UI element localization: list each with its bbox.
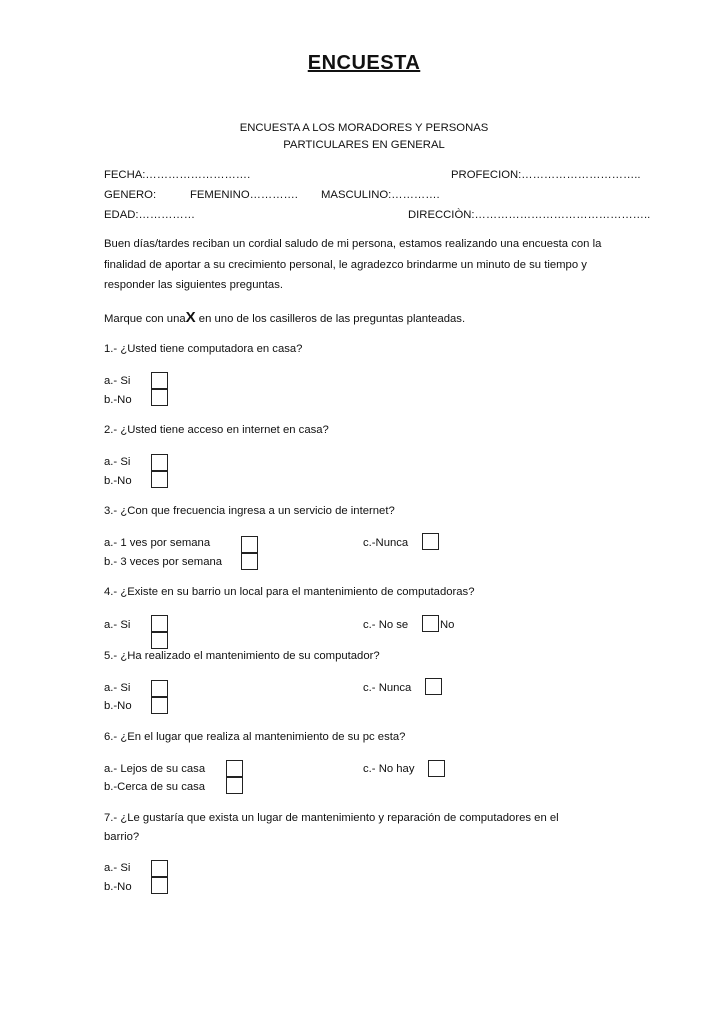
question-5: 5.- ¿Ha realizado el mantenimiento de su computador? <box>104 650 380 662</box>
q1-checkbox-a[interactable] <box>151 372 168 389</box>
question-7-line-1: 7.- ¿Le gustaría que exista un lugar de mantenimiento y reparación de computadores en el <box>104 812 559 824</box>
q5-checkbox-c[interactable] <box>425 678 442 695</box>
question-3: 3.- ¿Con que frecuencia ingresa a un servicio de internet? <box>104 505 395 517</box>
intro-paragraph: Buen días/tardes reciban un cordial saludo de mi persona, estamos realizando una encuesta con la finalidad de aportar a su crecimiento personal, le agradezco brindarme un minuto de su tiempo y responder las siguientes preguntas. <box>104 238 602 291</box>
instruction-x-mark: X <box>185 309 196 326</box>
q4-checkbox-b[interactable] <box>151 632 168 649</box>
page-title: ENCUESTA <box>307 52 421 74</box>
instruction-before: Marque con una <box>104 313 186 325</box>
q3-option-c: c.-Nunca <box>363 537 409 549</box>
q5-option-b: b.-No <box>104 700 132 712</box>
instruction-after: en uno de los casilleros de las preguntas planteadas. <box>195 313 466 325</box>
question-6: 6.- ¿En el lugar que realiza al mantenimiento de su pc esta? <box>104 731 406 743</box>
q7-checkbox-b[interactable] <box>151 877 168 894</box>
q6-checkbox-b[interactable] <box>226 777 243 794</box>
subtitle-line-2: PARTICULARES EN GENERAL <box>283 139 445 151</box>
q6-option-a: a.- Lejos de su casa <box>104 763 206 775</box>
q3-option-b: b.- 3 veces por semana <box>104 556 223 568</box>
q4-checkbox-a[interactable] <box>151 615 168 632</box>
q3-checkbox-a[interactable] <box>241 536 258 553</box>
genero-label: GENERO: <box>104 189 157 201</box>
q4-option-a: a.- Si <box>104 619 131 631</box>
q2-checkbox-b[interactable] <box>151 471 168 488</box>
q5-option-c: c.- Nunca <box>363 682 412 694</box>
q4-option-d: No <box>440 619 455 631</box>
q6-checkbox-a[interactable] <box>226 760 243 777</box>
masculino-field[interactable]: MASCULINO:…………. <box>321 189 440 201</box>
edad-field[interactable]: EDAD:…………… <box>104 209 196 221</box>
q5-option-a: a.- Si <box>104 682 131 694</box>
subtitle-line-1: ENCUESTA A LOS MORADORES Y PERSONAS <box>239 122 489 134</box>
q7-checkbox-a[interactable] <box>151 860 168 877</box>
q1-checkbox-b[interactable] <box>151 389 168 406</box>
q6-option-c: c.- No hay <box>363 763 415 775</box>
question-2: 2.- ¿Usted tiene acceso en internet en casa? <box>104 424 329 436</box>
question-4: 4.- ¿Existe en su barrio un local para el mantenimiento de computadoras? <box>104 586 475 598</box>
q4-option-c: c.- No se <box>363 619 409 631</box>
fecha-field[interactable]: FECHA:………………………. <box>104 169 251 181</box>
question-1: 1.- ¿Usted tiene computadora en casa? <box>104 343 303 355</box>
q3-checkbox-c[interactable] <box>422 533 439 550</box>
q5-checkbox-a[interactable] <box>151 680 168 697</box>
q1-option-b: b.-No <box>104 394 132 406</box>
q2-checkbox-a[interactable] <box>151 454 168 471</box>
q5-checkbox-b[interactable] <box>151 697 168 714</box>
q3-option-a: a.- 1 ves por semana <box>104 537 211 549</box>
femenino-field[interactable]: FEMENINO…………. <box>190 189 298 201</box>
q2-option-a: a.- Si <box>104 456 131 468</box>
q1-option-a: a.- Si <box>104 375 131 387</box>
q2-option-b: b.-No <box>104 475 132 487</box>
q7-option-b: b.-No <box>104 881 132 893</box>
q6-checkbox-c[interactable] <box>428 760 445 777</box>
profecion-field[interactable]: PROFECION:………………………….. <box>451 169 641 181</box>
instruction-text <box>104 309 465 326</box>
q6-option-b: b.-Cerca de su casa <box>104 781 206 793</box>
q3-checkbox-b[interactable] <box>241 553 258 570</box>
q7-option-a: a.- Si <box>104 862 131 874</box>
q4-checkbox-c[interactable] <box>422 615 439 632</box>
question-7-line-2: barrio? <box>104 831 140 843</box>
direccion-field[interactable]: DIRECCIÒN:……………………………………….. <box>408 209 651 221</box>
